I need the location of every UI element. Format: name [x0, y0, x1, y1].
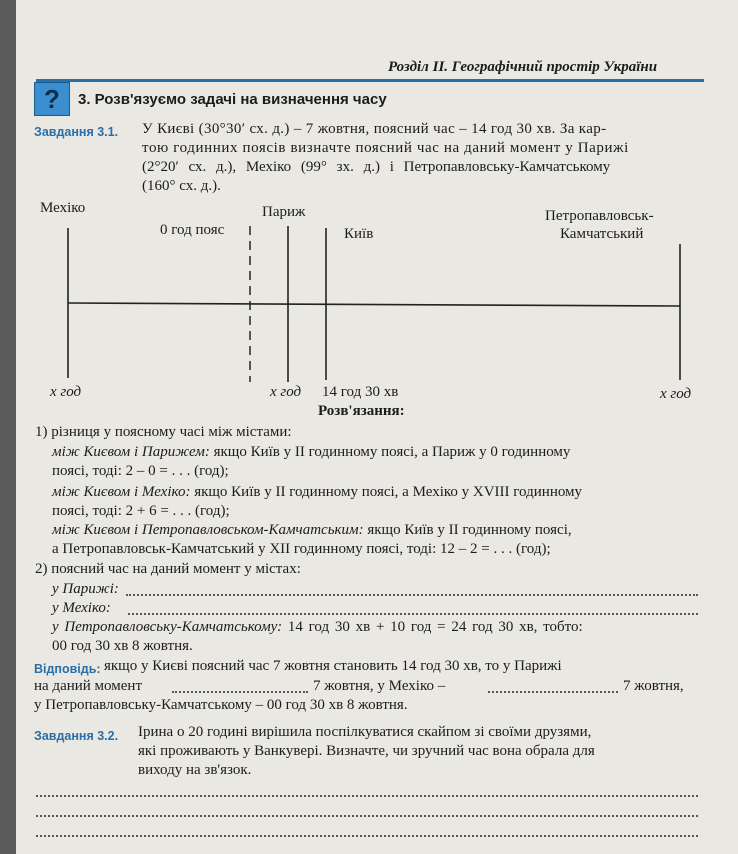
diagram-kyiv: Київ [344, 226, 374, 242]
task2-line-2: які проживають у Ванкувері. Визначте, чи зручний час вона обрала для [138, 743, 595, 759]
task2-label: Завдання 3.2. [34, 729, 119, 743]
answer-label: Відповідь: [34, 662, 101, 676]
solution-mexico-row-2: поясі, тоді: 2 + 6 = . . . (год); [52, 503, 230, 519]
in-kam-label: у Петропавловську-Камчатському: [52, 619, 283, 635]
chapter-header: Розділ II. Географічний простір України [388, 59, 658, 75]
diagram-petropavlovsk-2: Камчатський [560, 226, 644, 242]
answer-line-2b: 7 жовтня, у Мехіко – [313, 678, 446, 694]
task2-line-3: виходу на зв'язок. [138, 762, 252, 778]
solution-step-1: 1) різниця у поясному часі між містами: [35, 424, 292, 440]
task1-line-3: (2°20′ сх. д.), Мехіко (99° зх. д.) і Петропавловську-Камчатському [142, 159, 611, 175]
solution-paris-row-2: поясі, тоді: 2 – 0 = . . . (год); [52, 463, 229, 479]
kam-label: між Києвом і Петропавловськом-Камчатським: [52, 522, 364, 538]
question-icon: ? [34, 82, 70, 116]
diagram-petropavlovsk-1: Петропавловськ- [545, 208, 654, 224]
answer-line-2c: 7 жовтня, [623, 678, 684, 694]
task2-answer-line-3[interactable] [36, 835, 698, 837]
paris-text: якщо Київ у II годинному поясі, а Париж у 0 годинному [209, 444, 571, 460]
in-kam-text: 14 год 30 хв + 10 год = 24 год 30 хв, тобто: [282, 619, 583, 635]
in-kam-row-2: 00 год 30 хв 8 жовтня. [52, 638, 193, 654]
task1-line-2: тою годинних поясів визначте поясний час на даний момент у Парижі [142, 140, 629, 156]
task2-answer-line-2[interactable] [36, 815, 698, 817]
task2-line-1: Ірина о 20 годині вирішила поспілкуватися скайпом зі своїми друзями, [138, 724, 592, 740]
answer-mexico-blank[interactable] [488, 691, 618, 693]
diagram-x-hour-paris: x год [270, 384, 302, 400]
answer-line-1: якщо у Києві поясний час 7 жовтня становить 14 год 30 хв, то у Парижі [104, 658, 562, 674]
solution-mexico-row [52, 484, 582, 501]
solution-step-2: 2) поясний час на даний момент у містах: [35, 561, 301, 577]
diagram-zero-zone: 0 год пояс [160, 222, 225, 238]
timeline-axis [68, 303, 680, 306]
diagram-x-hour-left: x год [50, 384, 82, 400]
answer-line-3: у Петропавловську-Камчатському – 00 год 30 хв 8 жовтня. [34, 697, 408, 713]
solution-paris-row [52, 444, 570, 461]
solution-title: Розв'язання: [318, 403, 405, 419]
solution-kam-row-2: а Петропавловськ-Камчатський у XII годинному поясі, тоді: 12 – 2 = . . . (год); [52, 541, 551, 557]
diagram-x-hour-right: x год [660, 386, 692, 402]
diagram-kyiv-time: 14 год 30 хв [322, 384, 399, 400]
diagram-paris: Париж [262, 204, 306, 220]
in-mexico-label: у Мехіко: [52, 600, 111, 616]
task1-label: Завдання 3.1. [34, 125, 119, 139]
task1-line-1: У Києві (30°30′ сх. д.) – 7 жовтня, поясний час – 14 год 30 хв. За кар- [142, 121, 607, 137]
kam-text: якщо Київ у II годинному поясі, [363, 522, 572, 538]
solution-kam-row [52, 522, 572, 539]
in-paris-label: у Парижі: [52, 581, 119, 597]
task1-line-4: (160° сх. д.). [142, 178, 221, 194]
task2-answer-line-1[interactable] [36, 795, 698, 797]
diagram-mexico: Мехіко [40, 200, 86, 216]
paris-label: між Києвом і Парижем: [52, 444, 210, 460]
mexico-text: якщо Київ у II годинному поясі, а Мехіко у XVIII годинному [190, 484, 583, 500]
answer-line-2a: на даний момент [34, 678, 142, 694]
section-title: 3. Розв'язуємо задачі на визначення часу [78, 91, 387, 108]
mexico-label: між Києвом і Мехіко: [52, 484, 191, 500]
paris-answer-blank[interactable] [126, 594, 698, 596]
answer-paris-blank[interactable] [172, 691, 308, 693]
mexico-answer-blank[interactable] [128, 613, 698, 615]
in-kam-row [52, 619, 583, 636]
